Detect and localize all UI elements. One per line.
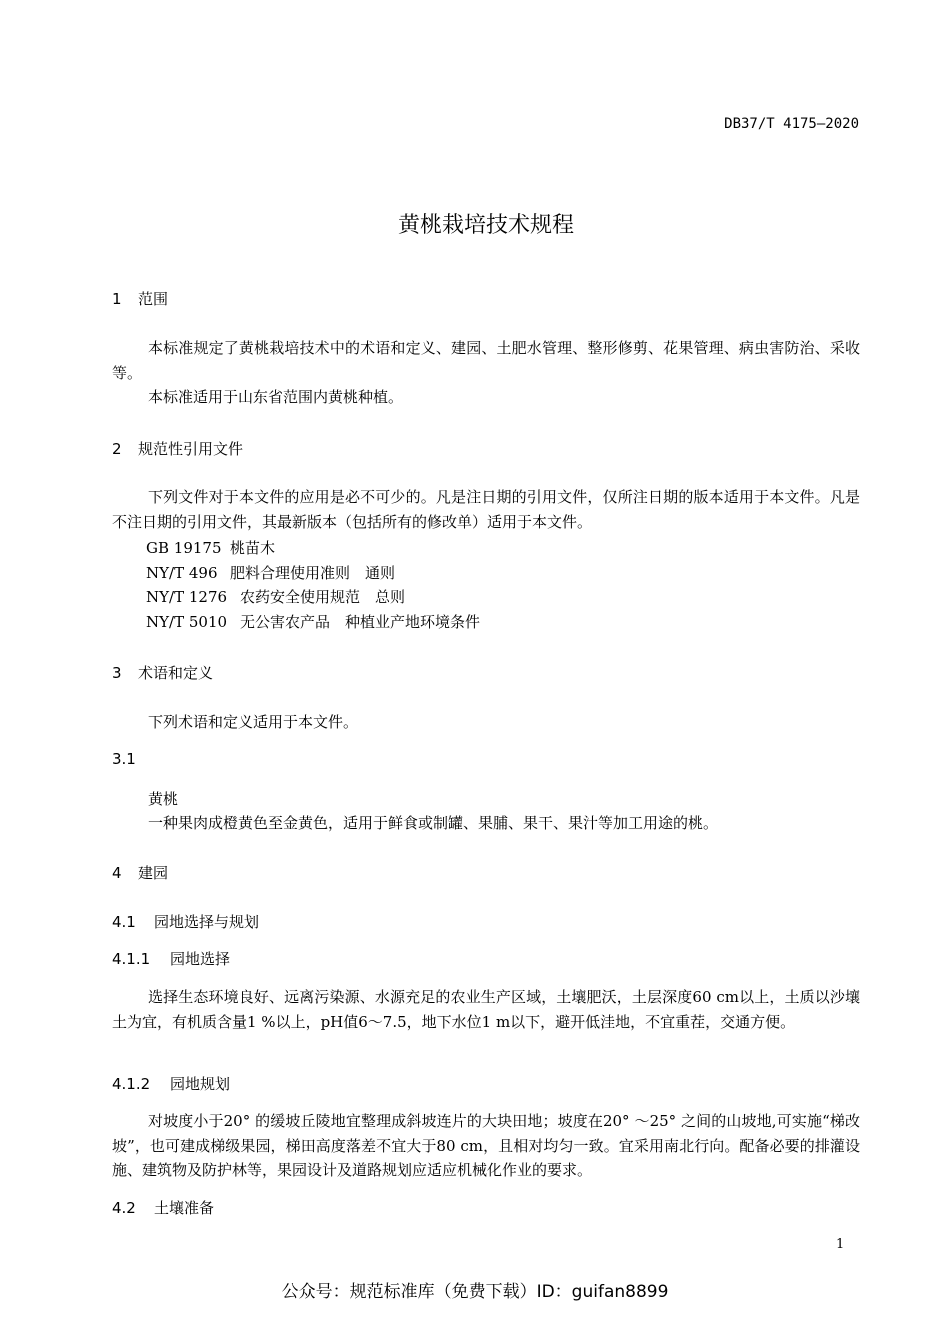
section-4-1-1-heading: [112, 948, 230, 969]
page-title: 黄桃栽培技术规程: [397, 213, 574, 238]
section-2-paragraph-1: 下列文件对于本文件的应用是必不可少的。凡是注日期的引用文件，仅所注日期的版本适用于本文件。凡是不注日期的引用文件，其最新版本（包括所有的修改单）适用于本文件。: [112, 488, 860, 531]
reference-name: 桃苗木: [230, 539, 276, 557]
section-title: 建园: [138, 864, 169, 882]
reference-item: [146, 611, 480, 632]
section-title: 土壤准备: [154, 1199, 215, 1217]
doc-code: DB37/T 4175—2020: [724, 116, 859, 132]
section-4-1-1-paragraph: 选择生态环境良好、远离污染源、水源充足的农业生产区域，土壤肥沃，土层深度60 cm以上，土质以沙壤土为宜，有机质含量1 %以上，pH值6～7.5，地下水位1 m以下，避开低洼地，不宜重茬，交通方便。: [112, 988, 860, 1031]
section-1-paragraph-1: 本标准规定了黄桃栽培技术中的术语和定义、建园、土肥水管理、整形修剪、花果管理、病虫害防治、采收等。: [112, 339, 860, 382]
section-1-heading: [112, 288, 168, 309]
section-title: 术语和定义: [138, 664, 214, 682]
section-2-heading: [112, 438, 243, 459]
reference-item: [146, 562, 395, 583]
reference-item: [146, 586, 405, 607]
reference-code: NY/T 1276: [146, 588, 228, 606]
section-number: 3: [112, 664, 122, 682]
reference-code: NY/T 496: [146, 564, 218, 582]
term-heading: 黄桃: [148, 790, 179, 808]
section-4-1-heading: [112, 911, 259, 932]
footer-watermark: 公众号：规范标准库（免费下载）ID：guifan8899: [281, 1282, 669, 1302]
reference-name: 无公害农产品 种植业产地环境条件: [240, 613, 481, 631]
term-definition: 一种果肉成橙黄色至金黄色，适用于鲜食或制罐、果脯、果干、果汁等加工用途的桃。: [148, 814, 719, 832]
section-1-paragraph-2: 本标准适用于山东省范围内黄桃种植。: [148, 388, 404, 406]
page-number: 1: [836, 1237, 845, 1252]
section-number: 4.1.2: [112, 1075, 151, 1093]
reference-code: GB 19175: [146, 539, 222, 557]
section-4-1-2-paragraph: 对坡度小于20° 的缓坡丘陵地宜整理成斜坡连片的大块田地；坡度在20° ～25° 之间的山坡地,可实施“梯改坡”，也可建成梯级果园，梯田高度落差不宜大于80 cm，且相对均匀一致。宜采用南北行向。配备必要的排灌设施、建筑物及防护林等，果园设计及道路规划应适应机械化作业的要求。: [112, 1112, 860, 1179]
section-title: 园地规划: [170, 1075, 231, 1093]
section-4-heading: [112, 862, 168, 883]
section-3-paragraph-1: 下列术语和定义适用于本文件。: [148, 713, 359, 731]
section-number: 4: [112, 864, 122, 882]
section-4-2-heading: [112, 1197, 214, 1218]
section-title: 园地选择: [170, 950, 231, 968]
reference-item: [146, 537, 275, 558]
section-title: 规范性引用文件: [138, 440, 244, 458]
section-number: 4.1.1: [112, 950, 151, 968]
subsection-3-1-number: 3.1: [112, 750, 136, 768]
section-3-heading: [112, 662, 213, 683]
reference-name: 肥料合理使用准则 通则: [230, 564, 396, 582]
section-title: 范围: [138, 290, 169, 308]
section-4-1-2-heading: [112, 1073, 230, 1094]
section-number: 4.1: [112, 913, 136, 931]
reference-name: 农药安全使用规范 总则: [240, 588, 406, 606]
section-number: 1: [112, 290, 122, 308]
section-number: 4.2: [112, 1199, 136, 1217]
section-title: 园地选择与规划: [154, 913, 260, 931]
reference-code: NY/T 5010: [146, 613, 228, 631]
section-number: 2: [112, 440, 122, 458]
